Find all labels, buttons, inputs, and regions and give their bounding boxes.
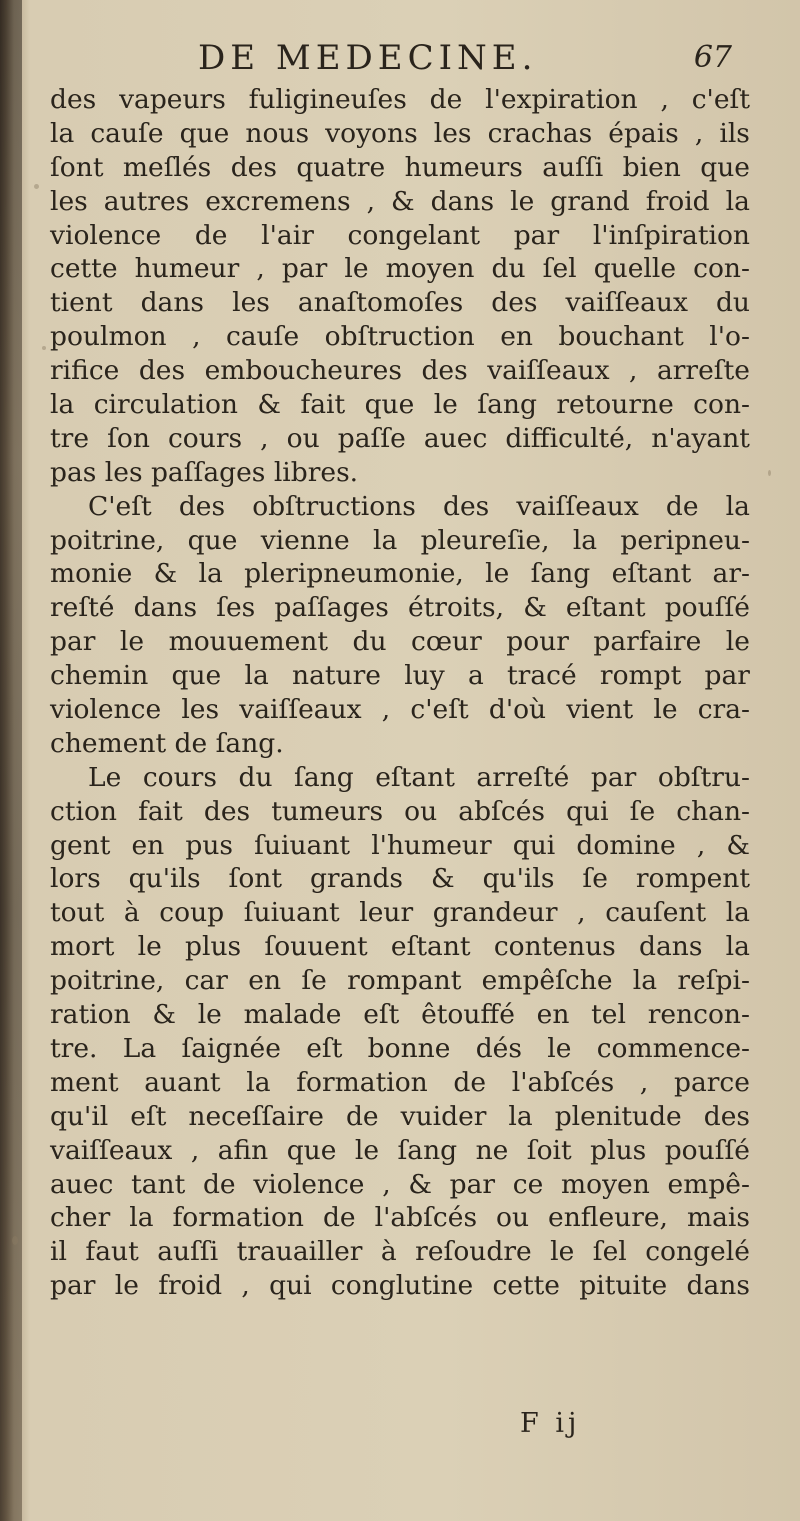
text-line: poitrine, car en ſe rompant empêſche la reſpi-: [50, 965, 750, 997]
text-line: gent en pus ſuiuant l'humeur qui domine , &: [50, 829, 750, 861]
text-line: par le froid , qui conglutine cette pituite dans: [50, 1270, 750, 1302]
text-line: auec tant de violence , & par ce moyen empê-: [50, 1168, 750, 1200]
text-line: lors qu'ils ſont grands & qu'ils ſe rompent: [50, 863, 750, 895]
binding-gutter: [0, 0, 22, 1521]
text-line: poitrine, que vienne la pleureſie, la peripneu-: [50, 524, 750, 556]
text-line: violence les vaiſſeaux , c'eſt d'où vient le cra-: [50, 694, 750, 726]
text-line: par le mouuement du cœur pour parfaire le: [50, 626, 750, 658]
text-line: cher la formation de l'abſcés ou enfleure, mais: [50, 1202, 750, 1234]
text-line: ment auant la formation de l'abſcés , parce: [50, 1066, 750, 1098]
paper-speck: [34, 184, 39, 189]
text-line: la circulation & fait que le ſang retourne con-: [50, 389, 750, 421]
text-line: tient dans les anaſtomoſes des vaiſſeaux du: [50, 287, 750, 319]
text-line: ction fait des tumeurs ou abſcés qui ſe chan-: [50, 795, 750, 827]
signature-mark: F ij: [520, 1408, 581, 1439]
paper-speck: [12, 1236, 18, 1245]
page-number: 67: [693, 40, 732, 75]
text-line: mort le plus ſouuent eſtant contenus dans la: [50, 931, 750, 963]
text-line: vaiſſeaux , afin que le ſang ne ſoit plus pouſſé: [50, 1134, 750, 1166]
text-line: reſté dans ſes paſſages étroits, & eſtant pouſſé: [50, 592, 750, 624]
text-line: Le cours du ſang eſtant arreſté par obſtru-: [88, 761, 750, 793]
text-line: rifice des emboucheures des vaiſſeaux , arreſte: [50, 355, 750, 387]
text-line: violence de l'air congelant par l'inſpiration: [50, 219, 750, 251]
paper-speck: [42, 346, 46, 350]
text-line: la cauſe que nous voyons les crachas épais , ils: [50, 117, 750, 149]
text-line: chemin que la nature luy a tracé rompt par: [50, 660, 750, 692]
text-line: ſont meſlés des quatre humeurs auſſi bien que: [50, 151, 750, 183]
text-line: les autres excremens , & dans le grand froid la: [50, 185, 750, 217]
text-line: chement de ſang.: [50, 727, 284, 759]
text-line: poulmon , cauſe obſtruction en bouchant l'o-: [50, 321, 750, 353]
text-line: tout à coup ſuiuant leur grandeur , cauſent la: [50, 897, 750, 929]
text-line: ration & le malade eſt êtouffé en tel rencon-: [50, 999, 750, 1031]
text-line: tre ſon cours , ou paſſe auec difficulté, n'ayant: [50, 422, 750, 454]
text-line: des vapeurs fuligineuſes de l'expiration , c'eſt: [50, 84, 750, 115]
text-line: qu'il eſt neceſſaire de vuider la plenitude des: [50, 1100, 750, 1132]
running-head: DE MEDECINE.: [198, 38, 538, 78]
text-line: C'eſt des obſtructions des vaiſſeaux de la: [88, 490, 750, 522]
paper-speck: [768, 470, 771, 476]
text-line: cette humeur , par le moyen du ſel quelle con-: [50, 253, 750, 285]
text-line: pas les paſſages libres.: [50, 456, 359, 488]
text-line: il faut auſſi trauailler à reſoudre le ſel congelé: [50, 1236, 750, 1268]
page-header: [198, 38, 738, 88]
text-line: tre. La ſaignée eſt bonne dés le commence-: [50, 1032, 750, 1064]
text-line: monie & la pleripneumonie, le ſang eſtant ar-: [50, 558, 750, 590]
body-text: [50, 83, 750, 1303]
